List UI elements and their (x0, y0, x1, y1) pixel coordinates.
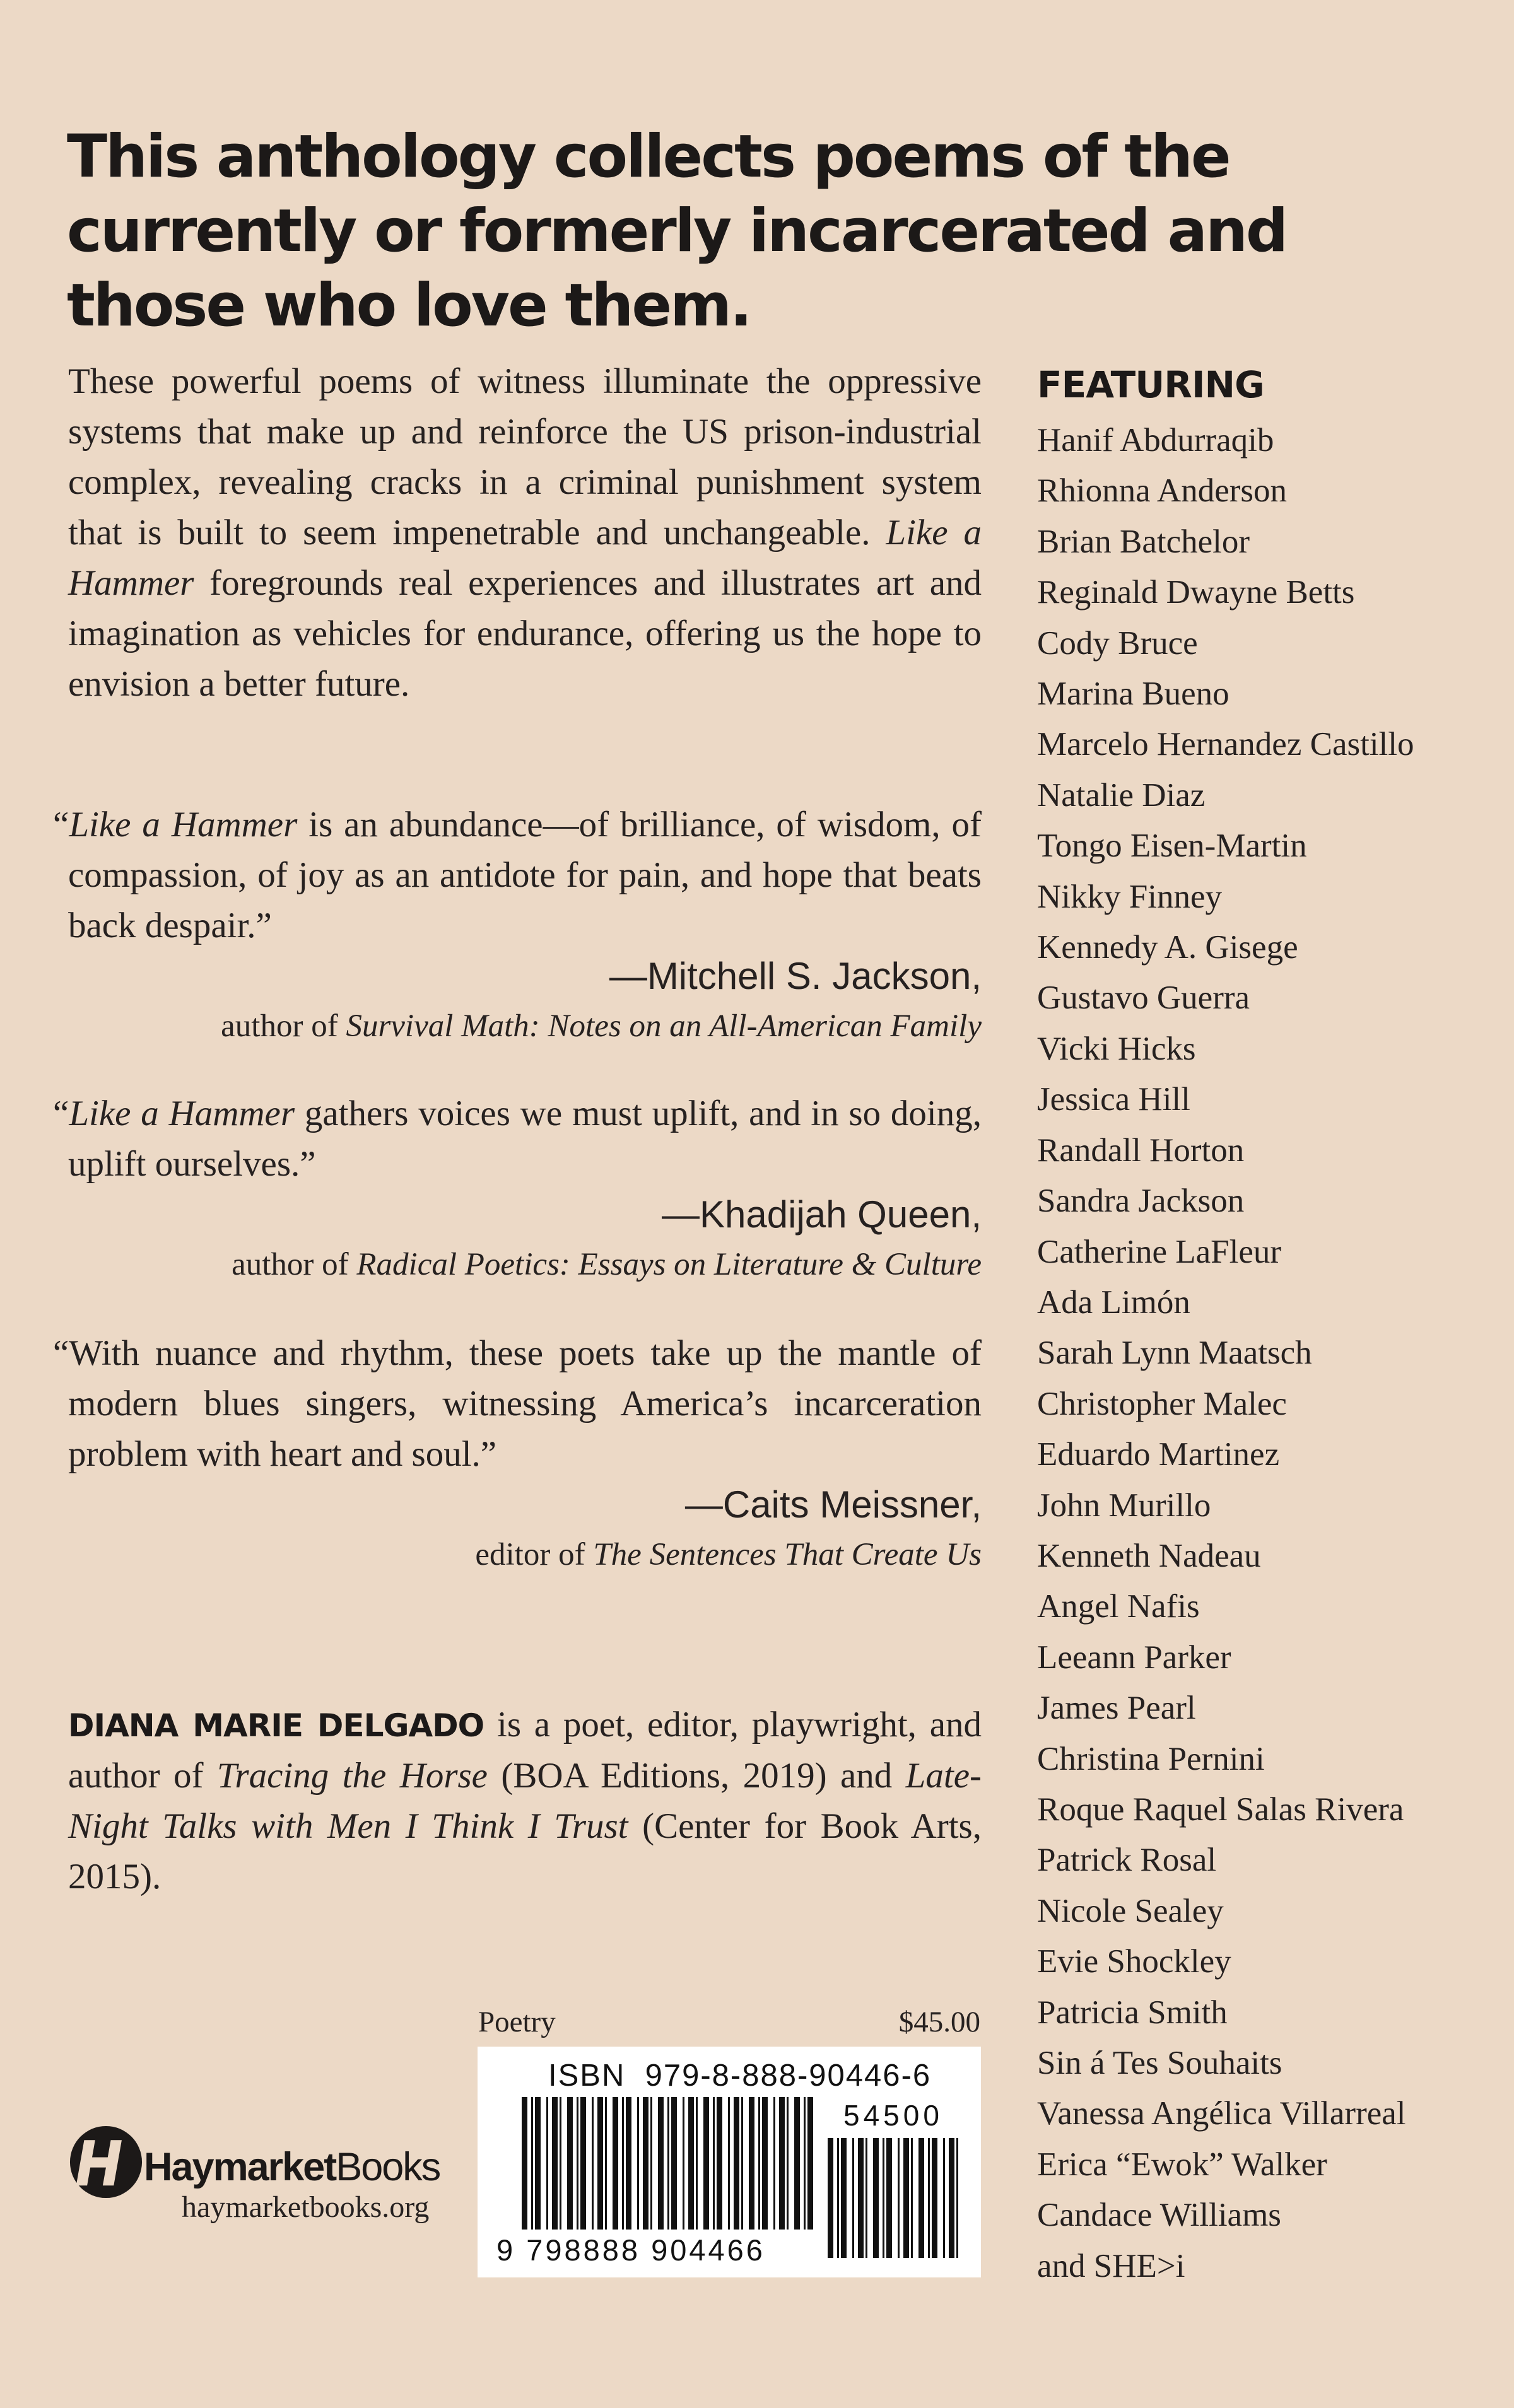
bio-book-title: Late-Night Talks with Men I Think I Trust (68, 1756, 982, 1846)
barcode-bar (577, 2097, 578, 2230)
contributor-name: Erica “Ewok” Walker (1037, 2146, 1327, 2183)
quote-author-credit: editor of The Sentences That Create Us (475, 1537, 982, 1572)
quote-book-title: Like a Hammer (69, 805, 298, 845)
contributor-name: Brian Batchelor (1037, 523, 1250, 560)
haymarket-logo-icon (67, 2123, 145, 2201)
contributor-name: Eduardo Martinez (1037, 1436, 1280, 1473)
isbn-barcode (478, 2047, 981, 2277)
contributor-name: Leeann Parker (1037, 1639, 1231, 1676)
barcode-bar (773, 2097, 775, 2230)
barcode-bar (522, 2097, 527, 2230)
barcode-bar (741, 2097, 743, 2230)
barcode-bar (592, 2097, 594, 2230)
blurb-text-end: foregrounds real experiences and illustrates art and imagination as vehicles for endurance, offering us the hope to envision a better future. (68, 563, 982, 704)
barcode-bar (866, 2138, 867, 2258)
barcode-bar (749, 2097, 754, 2230)
barcode-main-bars (522, 2097, 818, 2230)
quote-author-name: —Caits Meissner, (684, 1483, 982, 1526)
contributor-name: Christopher Malec (1037, 1385, 1287, 1422)
barcode-bar (535, 2097, 541, 2230)
contributor-name: Nikky Finney (1037, 878, 1222, 915)
barcode-bar (605, 2097, 607, 2230)
contributor-name: Catherine LaFleur (1037, 1233, 1282, 1270)
barcode-bar (858, 2138, 864, 2258)
contributor-name: Roque Raquel Salas Rivera (1037, 1791, 1404, 1828)
contributor-name: Sarah Lynn Maatsch (1037, 1335, 1312, 1372)
barcode-bar (794, 2097, 800, 2230)
price-label: $45.00 (898, 2006, 980, 2038)
isbn-label: ISBN 979-8-888-90446-6 (548, 2059, 932, 2093)
barcode-bar (883, 2138, 884, 2258)
barcode-bar (779, 2097, 785, 2230)
editor-name: DIANA MARIE DELGADO (68, 1707, 484, 1744)
barcode-bar (667, 2097, 669, 2230)
barcode-bar (903, 2138, 909, 2258)
barcode-bar (546, 2097, 548, 2230)
book-description (68, 356, 982, 710)
contributor-name: Nicole Sealey (1037, 1892, 1224, 1929)
barcode-bar (560, 2097, 561, 2230)
contributor-name: Natalie Diaz (1037, 776, 1206, 814)
editor-bio: DIANA MARIE DELGADO is a poet, editor, playwright, and author of Tracing the Horse (BOA Editions, 2019) and Late-Night Talks with Men I Think I Trust (Center for Book Arts, 2015). (68, 1705, 982, 1897)
barcode-bar (807, 2097, 813, 2230)
contributor-name: Christina Pernini (1037, 1740, 1265, 1777)
contributor-name: Randall Horton (1037, 1131, 1245, 1169)
quote-author-credit: author of Radical Poetics: Essays on Literature & Culture (232, 1247, 982, 1282)
barcode-bar (949, 2138, 954, 2258)
barcode-bar (886, 2138, 892, 2258)
barcode-bar (671, 2097, 677, 2230)
barcode-bar (696, 2097, 698, 2230)
barcode-bar (943, 2138, 945, 2258)
barcode-bar (626, 2097, 631, 2230)
barcode-bar (643, 2097, 648, 2230)
isbn-digits: 9 798888 904466 (496, 2233, 765, 2267)
barcode-bar (622, 2097, 624, 2230)
blurb-book-title: Like a Hammer (68, 513, 982, 603)
quote-text: “Like a Hammer gathers voices we must uplift, and in so doing, uplift ourselves.” (53, 1094, 982, 1184)
contributor-name: and SHE>i (1037, 2247, 1185, 2284)
endorsement-quote (53, 1089, 982, 1289)
endorsement-quote (53, 1328, 982, 1579)
barcode-bar (717, 2097, 722, 2230)
barcode-bar (956, 2138, 958, 2258)
contributor-name: Hanif Abdurraqib (1037, 422, 1274, 459)
barcode-bar (804, 2097, 806, 2230)
contributor-name: Ada Limón (1037, 1283, 1190, 1321)
barcode-bar (932, 2138, 937, 2258)
bio-book-title: Tracing the Horse (216, 1756, 488, 1796)
barcode-bar (898, 2138, 900, 2258)
barcode-bar (828, 2138, 833, 2258)
barcode-bar (658, 2097, 664, 2230)
contributor-name: Reginald Dwayne Betts (1037, 574, 1355, 611)
barcode-bar (852, 2138, 854, 2258)
contributor-name: Cody Bruce (1037, 624, 1198, 662)
contributor-name: Kenneth Nadeau (1037, 1537, 1261, 1574)
barcode-bar (713, 2097, 715, 2230)
contributor-name: Vicki Hicks (1037, 1030, 1196, 1067)
publisher-website: haymarketbooks.org (182, 2190, 430, 2224)
quote-author-name: —Khadijah Queen, (661, 1193, 982, 1236)
barcode-bar (637, 2097, 639, 2230)
barcode-bar (928, 2138, 930, 2258)
contributor-name: Patricia Smith (1037, 1994, 1228, 2031)
barcode-bar (787, 2097, 789, 2230)
contributor-name: Evie Shockley (1037, 1943, 1231, 1980)
contributor-name: Kennedy A. Gisege (1037, 929, 1298, 966)
contributor-name: Angel Nafis (1037, 1588, 1200, 1625)
contributor-name: John Murillo (1037, 1487, 1211, 1524)
contributor-name: Vanessa Angélica Villarreal (1037, 2095, 1406, 2132)
barcode-bar (613, 2097, 618, 2230)
barcode-bar (567, 2097, 573, 2230)
barcode-bar (918, 2138, 924, 2258)
quote-text: “Like a Hammer is an abundance—of brilliance, of wisdom, of compassion, of joy as an antidote for pain, and hope that beats back despair.” (53, 805, 982, 945)
contributor-name: Marcelo Hernandez Castillo (1037, 726, 1414, 763)
contributor-name: Sandra Jackson (1037, 1183, 1245, 1220)
barcode-bar (531, 2097, 533, 2230)
barcode-bar (837, 2138, 839, 2258)
barcode-bar (728, 2097, 730, 2230)
barcode-addon-bars (828, 2138, 963, 2258)
barcode-bar (841, 2138, 847, 2258)
quote-author-name: —Mitchell S. Jackson, (609, 955, 982, 997)
endorsement-quote (53, 800, 982, 1051)
barcode-bar (580, 2097, 586, 2230)
contributor-name: Candace Williams (1037, 2197, 1281, 2234)
contributor-name: Jessica Hill (1037, 1081, 1190, 1118)
quote-text: “With nuance and rhythm, these poets take up the mantle of modern blues singers, witnessing America’s incarceration problem with heart and soul.” (53, 1333, 982, 1474)
barcode-bar (650, 2097, 652, 2230)
genre-label: Poetry (478, 2006, 556, 2038)
barcode-price-code: 54500 (843, 2099, 943, 2132)
featuring-heading: FEATURING (1037, 363, 1264, 406)
contributor-name: Marina Bueno (1037, 675, 1229, 713)
barcode-bar (762, 2097, 768, 2230)
contributor-name: James Pearl (1037, 1690, 1196, 1727)
contributor-name: Patrick Rosal (1037, 1842, 1217, 1879)
barcode-bar (552, 2097, 558, 2230)
contributor-name: Tongo Eisen-Martin (1037, 827, 1307, 865)
barcode-bar (873, 2138, 879, 2258)
contributor-name: Rhionna Anderson (1037, 472, 1287, 510)
blurb-text-start: These powerful poems of witness illuminate the oppressive systems that make up and reinforce the US prison-industrial complex, revealing cracks in a criminal punishment system that is built to seem impenetrable and unchangeable. (68, 361, 982, 552)
contributor-name: Gustavo Guerra (1037, 979, 1250, 1017)
barcode-bar (703, 2097, 709, 2230)
barcode-bar (911, 2138, 913, 2258)
barcode-bar (758, 2097, 760, 2230)
contributor-list (1037, 415, 1491, 2291)
quote-book-title: Like a Hammer (69, 1094, 295, 1133)
cover-headline: This anthology collects poems of the currently or formerly incarcerated and those who love them. (67, 122, 1287, 340)
contributor-name: Sin á Tes Souhaits (1037, 2045, 1282, 2081)
barcode-bar (688, 2097, 694, 2230)
barcode-bar (597, 2097, 603, 2230)
barcode-bar (683, 2097, 684, 2230)
publisher-name: HaymarketBooks (144, 2145, 440, 2189)
quote-author-credit: author of Survival Math: Notes on an All-American Family (221, 1008, 982, 1044)
barcode-bar (734, 2097, 739, 2230)
